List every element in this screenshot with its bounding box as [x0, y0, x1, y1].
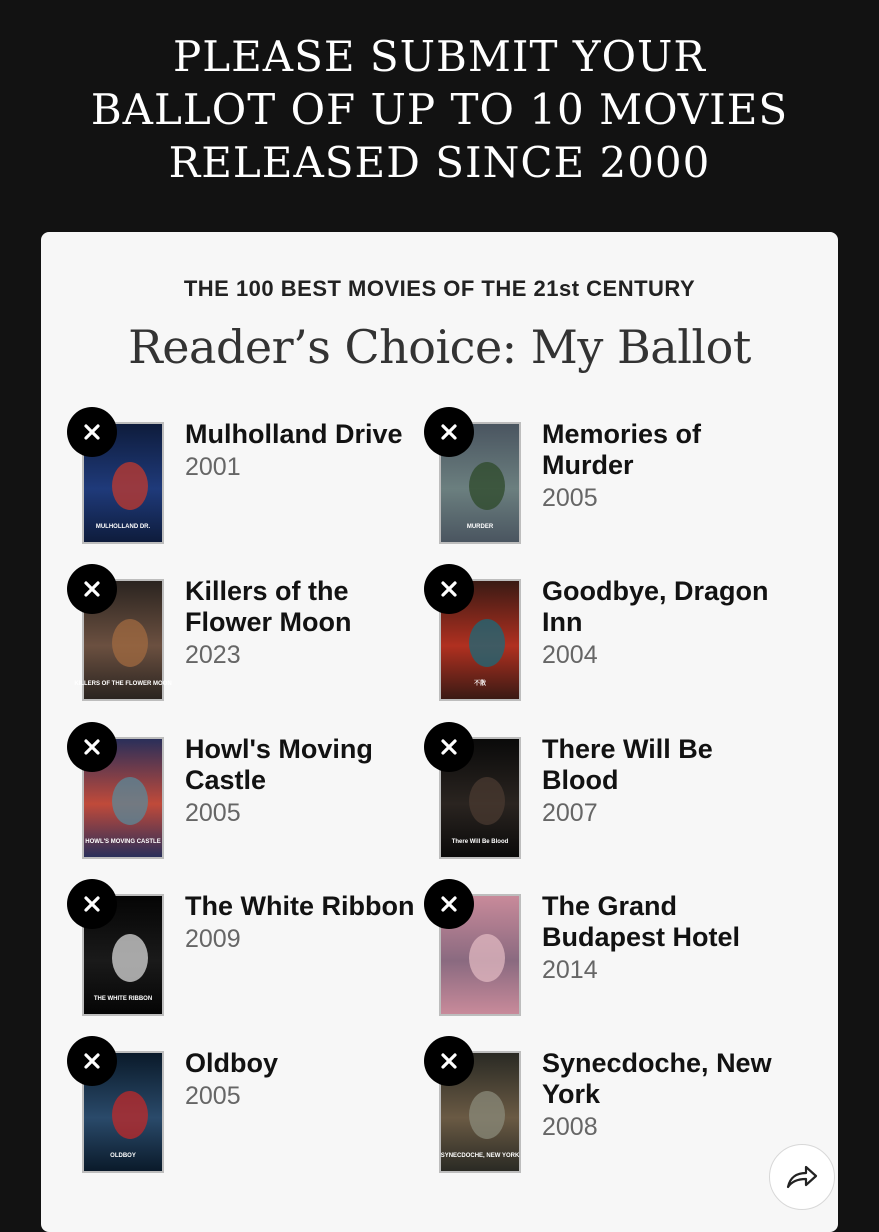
ballot-item — [67, 722, 427, 862]
remove-movie-button[interactable] — [67, 407, 117, 457]
close-icon — [439, 422, 459, 442]
close-icon — [82, 737, 102, 757]
close-icon — [82, 1051, 102, 1071]
close-icon — [82, 422, 102, 442]
movie-title-text: Goodbye, Dragon Inn — [542, 576, 769, 637]
movie-title — [185, 734, 425, 830]
movie-year: 2014 — [542, 956, 598, 984]
poster-title-text: MULHOLLAND DR. — [95, 524, 151, 530]
share-button[interactable] — [769, 1144, 835, 1210]
close-icon — [82, 579, 102, 599]
movie-year: 2007 — [542, 799, 598, 827]
poster-title-text: MURDER — [466, 524, 494, 530]
movie-title — [542, 419, 782, 515]
movie-title — [542, 1048, 782, 1144]
headline-line: BALLOT OF UP TO 10 MOVIES — [90, 85, 789, 134]
movie-title — [542, 576, 782, 672]
movie-year: 2004 — [542, 641, 598, 669]
remove-movie-button[interactable] — [424, 1036, 474, 1086]
remove-movie-button[interactable] — [424, 564, 474, 614]
movie-title-text: Mulholland Drive — [185, 419, 403, 449]
ballot-item — [424, 1036, 784, 1176]
movie-title — [185, 576, 425, 672]
ballot-item — [424, 879, 784, 1019]
poster-title-text: 不散 — [473, 681, 487, 687]
movie-title — [185, 1048, 425, 1113]
movie-year: 2001 — [185, 453, 241, 481]
poster-title-text: There Will Be Blood — [451, 839, 509, 845]
movie-year: 2005 — [185, 1082, 241, 1110]
remove-movie-button[interactable] — [67, 879, 117, 929]
movie-title-text: The White Ribbon — [185, 891, 415, 921]
remove-movie-button[interactable] — [67, 722, 117, 772]
movie-title-text: Synecdoche, New York — [542, 1048, 772, 1109]
submit-ballot-headline — [0, 30, 879, 189]
poster-title-text: KILLERS OF THE FLOWER MOON — [74, 681, 172, 687]
movie-year: 2023 — [185, 641, 241, 669]
remove-movie-button[interactable] — [67, 564, 117, 614]
movie-title-text: Killers of the Flower Moon — [185, 576, 352, 637]
ballot-item — [67, 1036, 427, 1176]
headline-line: RELEASED SINCE 2000 — [168, 138, 711, 187]
movie-title-text: Howl's Moving Castle — [185, 734, 373, 795]
poster-title-text: OLDBOY — [110, 1153, 136, 1159]
movie-title-text: Memories of Murder — [542, 419, 702, 480]
movie-title — [542, 891, 782, 987]
list-kicker: THE 100 BEST MOVIES OF THE 21st CENTURY — [183, 276, 696, 301]
close-icon — [82, 894, 102, 914]
movie-year: 2005 — [185, 799, 241, 827]
ballot-item — [67, 879, 427, 1019]
remove-movie-button[interactable] — [424, 407, 474, 457]
close-icon — [439, 737, 459, 757]
headline-line: PLEASE SUBMIT YOUR — [172, 32, 707, 81]
movie-title — [542, 734, 782, 830]
movie-title-text: Oldboy — [185, 1048, 278, 1078]
movie-title-text: The Grand Budapest Hotel — [542, 891, 741, 952]
close-icon — [439, 1051, 459, 1071]
poster-title-text: SYNECDOCHE, NEW YORK — [440, 1153, 520, 1159]
ballot-item — [67, 407, 427, 547]
movie-year: 2008 — [542, 1113, 598, 1141]
remove-movie-button[interactable] — [424, 879, 474, 929]
page-title: Reader’s Choice: My Ballot — [128, 320, 751, 374]
movie-title — [185, 891, 425, 956]
movie-title-text: There Will Be Blood — [542, 734, 713, 795]
ballot-item — [424, 407, 784, 547]
ballot-item — [67, 564, 427, 704]
movie-year: 2005 — [542, 484, 598, 512]
remove-movie-button[interactable] — [67, 1036, 117, 1086]
ballot-item — [424, 564, 784, 704]
close-icon — [439, 894, 459, 914]
close-icon — [439, 579, 459, 599]
movie-year: 2009 — [185, 925, 241, 953]
poster-title-text: THE WHITE RIBBON — [93, 996, 153, 1002]
movie-title — [185, 419, 425, 484]
remove-movie-button[interactable] — [424, 722, 474, 772]
poster-title-text: HOWL'S MOVING CASTLE — [85, 839, 161, 845]
share-arrow-icon — [785, 1163, 819, 1191]
ballot-item — [424, 722, 784, 862]
